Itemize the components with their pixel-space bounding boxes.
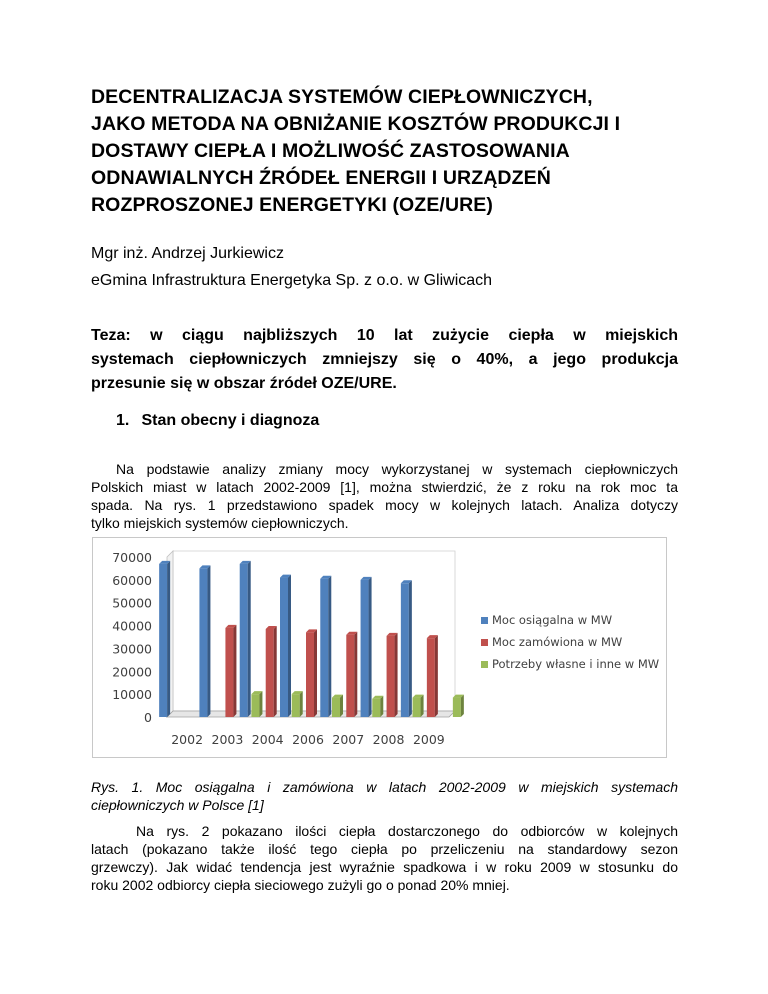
bar-osiągalna-2008 xyxy=(361,577,372,717)
y-tick-label: 10000 xyxy=(112,687,152,703)
title-line: DOSTAWY CIEPŁA I MOŻLIWOŚĆ ZASTOSOWANIA xyxy=(91,140,570,162)
title-line: DECENTRALIZACJA SYSTEMÓW CIEPŁOWNICZYCH, xyxy=(91,86,593,108)
bar-osiągalna-2006 xyxy=(280,575,291,717)
thesis-line: Teza: w ciągu najbliższych 10 lat zużycie ciepła w miejskich xyxy=(91,327,678,344)
bar-front xyxy=(401,583,409,717)
title-line: JAKO METODA NA OBNIŻANIE KOSZTÓW PRODUKCJI I xyxy=(91,113,621,135)
bar-side xyxy=(409,580,412,717)
legend-swatch xyxy=(481,639,488,646)
x-tick-label: 2006 xyxy=(292,732,324,747)
bar-osiągalna-2009 xyxy=(401,580,412,717)
bar-osiągalna-2004 xyxy=(240,561,251,717)
x-tick-label: 2008 xyxy=(372,732,405,747)
bar-side xyxy=(354,632,357,717)
legend-label: Moc osiągalna w MW xyxy=(492,613,613,627)
bar-własne-2008 xyxy=(413,695,424,717)
bar-osiągalna-2003 xyxy=(199,565,210,717)
section-title: Stan obecny i diagnoza xyxy=(141,412,320,429)
bar-side xyxy=(380,696,383,717)
bar-side xyxy=(421,695,424,717)
chart-svg xyxy=(93,538,666,757)
paragraph-line: spada. Na rys. 1 przedstawiono spadek mocy w kolejnych latach. Analiza dotyczy xyxy=(91,497,678,513)
thesis-line: przesunie się w obszar źródeł OZE/URE. xyxy=(91,375,397,392)
thesis-statement xyxy=(91,324,678,396)
document-title xyxy=(91,84,691,219)
x-tick-label: 2007 xyxy=(332,732,365,747)
bar-zamówiona-2006 xyxy=(306,629,317,717)
y-tick-label: 0 xyxy=(144,710,152,725)
figure-caption xyxy=(91,778,678,814)
caption-line: Rys. 1. Moc osiągalna i zamówiona w latach 2002-2009 w miejskich systemach xyxy=(91,779,678,795)
bar-osiągalna-2002 xyxy=(159,561,170,717)
y-tick-label: 30000 xyxy=(112,641,152,657)
bar-side xyxy=(435,635,438,717)
y-tick-label: 50000 xyxy=(112,595,152,611)
paragraph-line: Polskich miast w latach 2002-2009 [1], można stwierdzić, że z roku na rok moc ta xyxy=(91,479,678,495)
bar-side xyxy=(207,565,210,717)
bar-front xyxy=(199,568,207,717)
author-affiliation: eGmina Infrastruktura Energetyka Sp. z o.o. w Gliwicach xyxy=(91,272,493,289)
bar-zamówiona-2008 xyxy=(387,633,398,717)
bar-front xyxy=(159,564,167,717)
bar-zamówiona-2007 xyxy=(346,632,357,717)
paragraph-intro xyxy=(91,460,678,532)
bar-side xyxy=(340,695,343,717)
bar-zamówiona-2009 xyxy=(427,635,438,717)
bar-side xyxy=(328,576,331,717)
paragraph-line: Na rys. 2 pokazano ilości ciepła dostarczonego do odbiorców w kolejnych xyxy=(136,823,678,839)
x-tick-label: 2009 xyxy=(412,732,445,747)
bar-side xyxy=(288,575,291,717)
bar-front xyxy=(306,632,314,717)
bar-side xyxy=(233,625,236,717)
bar-zamówiona-2004 xyxy=(266,626,277,717)
paragraph-line: roku 2002 odbiorcy ciepła sieciowego zużyli go o ponad 20% mniej. xyxy=(91,877,510,893)
power-chart xyxy=(92,537,667,758)
bar-własne-2006 xyxy=(332,695,343,717)
legend-swatch xyxy=(481,661,488,668)
paragraph-line: latach (pokazano także ilość tego ciepła po przeliczeniu na standardowy sezon xyxy=(91,841,678,857)
y-tick-label: 60000 xyxy=(112,572,152,588)
bar-własne-2007 xyxy=(372,696,383,717)
bar-front xyxy=(240,564,248,717)
author-block xyxy=(91,240,492,294)
bar-front xyxy=(225,628,233,717)
section-heading xyxy=(116,412,319,430)
bar-front xyxy=(453,698,461,717)
title-line: ODNAWIALNYCH ŹRÓDEŁ ENERGII I URZĄDZEŃ xyxy=(91,167,551,189)
y-tick-label: 70000 xyxy=(112,550,152,565)
bar-front xyxy=(292,694,300,717)
bar-własne-2004 xyxy=(292,691,303,717)
legend-swatch xyxy=(481,617,488,624)
bar-side xyxy=(248,561,251,717)
bar-side xyxy=(461,695,464,717)
paragraph-heat xyxy=(91,822,678,894)
section-number: 1. xyxy=(116,412,130,429)
bar-side xyxy=(300,691,303,717)
bar-side xyxy=(167,561,170,717)
bar-front xyxy=(320,579,328,717)
bar-front xyxy=(372,699,380,717)
bar-front xyxy=(427,638,435,717)
bar-side xyxy=(395,633,398,717)
bar-front xyxy=(361,580,369,717)
bar-zamówiona-2003 xyxy=(225,625,236,717)
bar-front xyxy=(332,698,340,717)
legend-label: Moc zamówiona w MW xyxy=(492,635,623,649)
bar-front xyxy=(387,636,395,717)
legend-label: Potrzeby własne i inne w MW xyxy=(492,657,660,671)
x-tick-label: 2003 xyxy=(211,732,244,747)
bar-własne-2003 xyxy=(251,691,262,717)
y-tick-label: 20000 xyxy=(112,664,152,680)
thesis-line: systemach ciepłowniczych zmniejszy się o 40%, a jego produkcja xyxy=(91,351,678,368)
bar-side xyxy=(314,629,317,717)
bar-front xyxy=(266,629,274,717)
x-tick-label: 2004 xyxy=(251,732,284,747)
bar-front xyxy=(280,578,288,717)
x-tick-label: 2002 xyxy=(171,732,204,747)
bar-własne-2009 xyxy=(453,695,464,717)
bar-front xyxy=(251,694,259,717)
bar-side xyxy=(259,691,262,717)
author-name: Mgr inż. Andrzej Jurkiewicz xyxy=(91,245,284,262)
bar-front xyxy=(346,635,354,717)
paragraph-line: tylko miejskich systemów ciepłowniczych. xyxy=(91,515,349,531)
y-tick-label: 40000 xyxy=(112,618,152,634)
bar-side xyxy=(274,626,277,717)
title-line: ROZPROSZONEJ ENERGETYKI (OZE/URE) xyxy=(91,194,494,216)
paragraph-line: grzewczy). Jak widać tendencja jest wyraźnie spadkowa i w roku 2009 w stosunku do xyxy=(91,859,678,875)
bar-front xyxy=(413,698,421,717)
paragraph-line: Na podstawie analizy zmiany mocy wykorzystanej w systemach ciepłowniczych xyxy=(116,461,678,477)
bar-side xyxy=(369,577,372,717)
caption-line: ciepłowniczych w Polsce [1] xyxy=(91,797,264,813)
bar-osiągalna-2007 xyxy=(320,576,331,717)
